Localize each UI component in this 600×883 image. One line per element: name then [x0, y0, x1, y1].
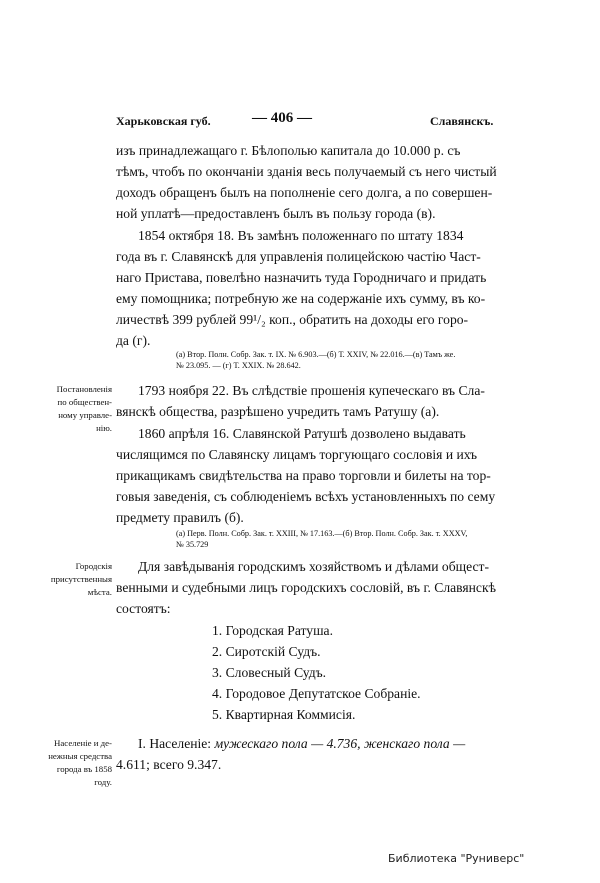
footnote-line: (а) Втор. Полн. Собр. Зак. т. IX. № 6.903.—(б) Т. XXIV, № 22.016.—(в) Тамъ же.: [176, 350, 456, 359]
list-item: 3. Словесный Судъ.: [212, 665, 327, 680]
paragraph-line: наго Пристава, повелѣно назначить туда Городничаго и придать: [116, 270, 487, 285]
paragraph-line: предмету правилъ (б).: [116, 510, 244, 525]
margin-note-line: по обществен-: [57, 397, 112, 407]
paragraph-line: числящимся по Славянску лицамъ торгующаго сословія и ихъ: [116, 447, 478, 462]
paragraph-line: изъ принадлежащаго г. Бѣлополью капитала до 10.000 р. съ: [116, 143, 461, 158]
paragraph-line: прикащикамъ свидѣтельства на право торговли и билеты на тор-: [116, 468, 491, 483]
paragraph-line: личествѣ 399 рублей 99¹/₂ коп., обратить на доходы его горо-: [116, 312, 469, 327]
margin-note-line: мѣста.: [87, 587, 112, 597]
list-item: 2. Сиротскій Судъ.: [212, 644, 321, 659]
margin-note-line: ному управле-: [58, 410, 112, 420]
page-number: — 406 —: [252, 110, 312, 126]
header-city: Славянскъ.: [430, 114, 494, 128]
paragraph-line: Для завѣдыванія городскимъ хозяйствомъ и дѣлами общест-: [138, 559, 489, 574]
margin-note-population: [48, 737, 112, 789]
paragraph-line: 1854 октября 18. Въ замѣнъ положеннаго по штату 1834: [138, 228, 464, 243]
list-item: 4. Городовое Депутатское Собраніе.: [212, 686, 421, 701]
paragraph-line: состоятъ:: [116, 601, 171, 616]
population-line: [138, 736, 465, 752]
paragraph-line: вянскѣ общества, разрѣшено учредить тамъ Ратушу (а).: [116, 404, 440, 419]
margin-note-line: Населеніе и де-: [54, 738, 112, 748]
footnote-line: (а) Перв. Полн. Собр. Зак. т. XXIII, № 17.163.—(б) Втор. Полн. Собр. Зак. т. XXXV,: [176, 529, 468, 538]
list-item: 5. Квартирная Коммисія.: [212, 707, 356, 722]
margin-note-governance: [57, 383, 112, 435]
paragraph-line: тѣмъ, чтобъ по окончаніи зданія весь получаемый съ него чистый: [116, 164, 497, 179]
margin-note-line: присутственныя: [50, 574, 112, 584]
paragraph-line: 1860 апрѣля 16. Славянской Ратушѣ дозволено выдавать: [138, 426, 466, 441]
paragraph-line: доходъ обращенъ былъ на пополненіе сего долга, а по совершен-: [116, 185, 493, 200]
margin-note-line: Городскія: [75, 561, 112, 571]
paragraph-line: 1793 ноября 22. Въ слѣдствіе прошенія купеческаго въ Сла-: [138, 383, 485, 398]
list-item: 1. Городская Ратуша.: [212, 623, 333, 638]
population-gender-counts: мужескаго пола — 4.736, женскаго пола —: [214, 736, 466, 751]
margin-note-line: году.: [94, 777, 112, 787]
margin-note-line: Постановленія: [56, 384, 112, 394]
margin-note-institutions: [51, 560, 112, 599]
header-province: Харьковская губ.: [116, 114, 211, 128]
margin-note-line: нежныя средства: [48, 751, 112, 761]
footnote-line: № 23.095. — (г) Т. XXIX. № 28.642.: [176, 361, 301, 370]
paragraph-line: ему помощника; потребную же на содержаніе ихъ сумму, въ ко-: [116, 291, 486, 306]
margin-note-line: города въ 1858: [56, 764, 112, 774]
footnote-line: № 35.729: [176, 540, 209, 549]
paragraph-line: да (г).: [116, 333, 151, 348]
population-label: I. Населеніе:: [138, 736, 215, 751]
paragraph-line: венными и судебными лицъ городскихъ сословій, въ г. Славянскѣ: [116, 580, 496, 595]
paragraph-line: ной уплатѣ—предоставленъ былъ въ пользу города (в).: [116, 206, 436, 221]
paragraph-line: говыя заведенія, съ соблюденіемъ всѣхъ установленныхъ по сему: [116, 489, 496, 504]
population-total: 4.611; всего 9.347.: [116, 757, 222, 772]
library-footer: Библиотека "Руниверс": [388, 852, 525, 865]
margin-note-line: нію.: [96, 423, 112, 433]
paragraph-line: года въ г. Славянскѣ для управленія полицейскою частію Част-: [116, 249, 481, 264]
